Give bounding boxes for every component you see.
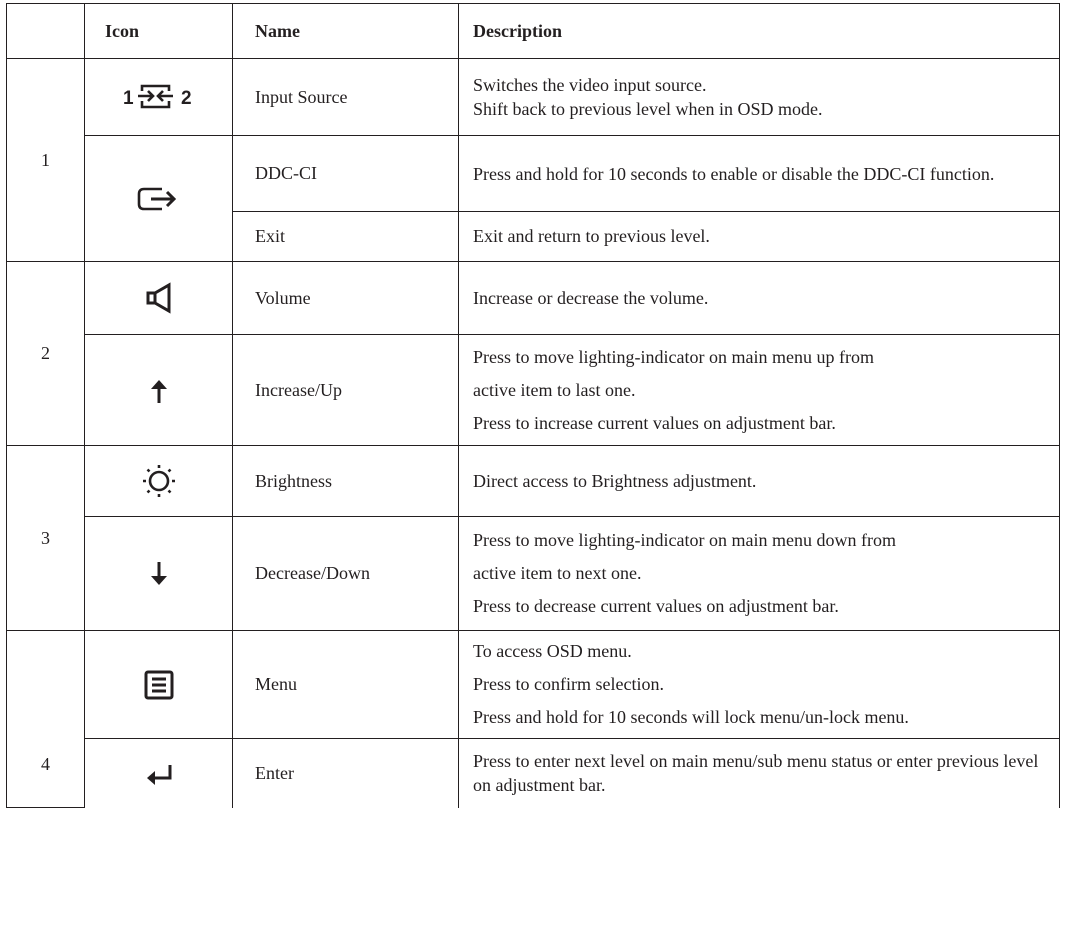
- header-number: [7, 4, 85, 59]
- header-description: Description: [459, 4, 1060, 59]
- name-decrease-down: Decrease/Down: [233, 517, 459, 631]
- speaker-icon: [144, 282, 174, 314]
- table-row: [7, 446, 1060, 517]
- table-row: [7, 262, 1060, 335]
- svg-text:1: 1: [122, 88, 134, 109]
- arrow-up-icon-cell: [85, 335, 233, 446]
- table-row: [7, 517, 1060, 631]
- name-enter: Enter: [233, 739, 459, 808]
- arrow-down-icon-cell: [85, 517, 233, 631]
- description-decrease-down: Press to move lighting-indicator on main menu down from active item to next one. Press to decrease current values on adjustment bar.: [459, 517, 1060, 631]
- exit-icon: [136, 184, 182, 214]
- enter-icon-cell: [85, 739, 233, 808]
- group-number: 2: [7, 262, 85, 446]
- arrow-up-icon: [149, 378, 169, 404]
- brightness-icon-cell: [85, 446, 233, 517]
- description-volume: Increase or decrease the volume.: [459, 262, 1060, 335]
- input-source-icon: [121, 82, 197, 112]
- exit-icon-cell: [85, 136, 233, 262]
- name-ddc-ci: DDC-CI: [233, 136, 459, 212]
- group-number: 3: [7, 446, 85, 631]
- enter-icon: [144, 763, 174, 787]
- menu-icon-cell: [85, 631, 233, 739]
- table-row: [7, 739, 1060, 808]
- arrow-down-icon: [149, 561, 169, 587]
- description-brightness: Direct access to Brightness adjustment.: [459, 446, 1060, 517]
- brightness-icon: [141, 463, 177, 499]
- speaker-icon-cell: [85, 262, 233, 335]
- name-brightness: Brightness: [233, 446, 459, 517]
- name-increase-up: Increase/Up: [233, 335, 459, 446]
- table-header-row: [7, 4, 1060, 59]
- description-menu: To access OSD menu. Press to confirm selection. Press and hold for 10 seconds will lock menu/un-lock menu.: [459, 631, 1060, 739]
- table-row: [7, 631, 1060, 739]
- svg-text:2: 2: [180, 88, 192, 109]
- description-exit: Exit and return to previous level.: [459, 212, 1060, 262]
- description-ddc-ci: Press and hold for 10 seconds to enable or disable the DDC-CI function.: [459, 136, 1060, 212]
- input-source-icon-cell: [85, 59, 233, 136]
- group-number: 4: [7, 631, 85, 808]
- name-volume: Volume: [233, 262, 459, 335]
- table-row: [7, 59, 1060, 136]
- name-exit: Exit: [233, 212, 459, 262]
- header-name: Name: [233, 4, 459, 59]
- table-row: [7, 136, 1060, 212]
- name-input-source: Input Source: [233, 59, 459, 136]
- description-input-source: Switches the video input source. Shift back to previous level when in OSD mode.: [459, 59, 1060, 136]
- header-icon: Icon: [85, 4, 233, 59]
- description-increase-up: Press to move lighting-indicator on main menu up from active item to last one. Press to increase current values on adjustment bar.: [459, 335, 1060, 446]
- name-menu: Menu: [233, 631, 459, 739]
- menu-icon: [144, 670, 174, 700]
- table-row: [7, 335, 1060, 446]
- group-number: 1: [7, 59, 85, 262]
- button-function-table: [6, 3, 1060, 808]
- description-enter: Press to enter next level on main menu/sub menu status or enter previous level on adjustment bar.: [459, 739, 1060, 808]
